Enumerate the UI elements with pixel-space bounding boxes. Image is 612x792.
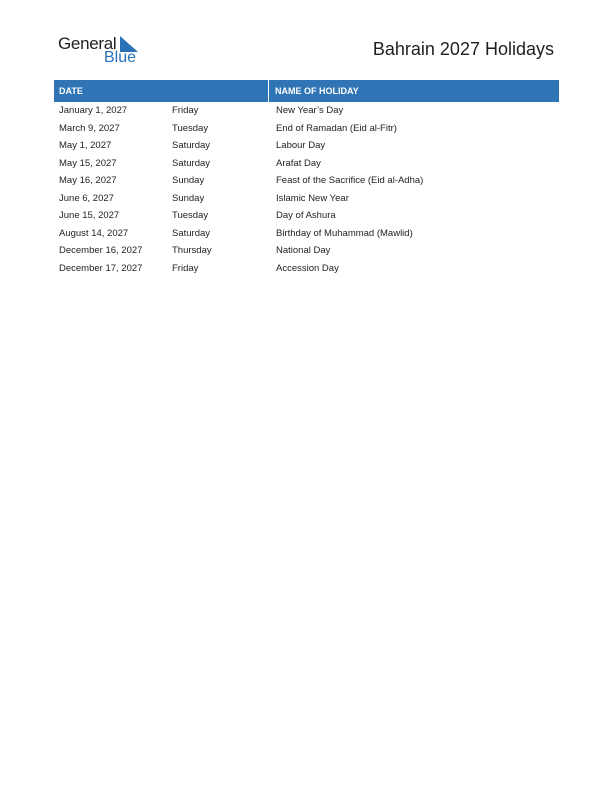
holiday-weekday: Thursday	[172, 245, 212, 256]
holiday-weekday: Sunday	[172, 192, 205, 204]
holiday-name: Feast of the Sacrifice (Eid al-Adha)	[276, 175, 424, 186]
table-row	[54, 190, 559, 208]
holiday-name: Birthday of Muhammad (Mawlid)	[276, 227, 413, 239]
holiday-weekday: Tuesday	[172, 210, 209, 221]
holiday-weekday: Friday	[172, 262, 199, 274]
logo-text-general: General	[58, 34, 117, 53]
table-row	[54, 155, 559, 173]
table-row	[54, 207, 559, 225]
holiday-weekday: Friday	[172, 105, 199, 116]
holiday-name: New Year’s Day	[276, 105, 344, 116]
logo-text-blue: Blue	[104, 49, 137, 66]
table-row	[54, 260, 559, 278]
holiday-table	[54, 80, 559, 277]
table-row	[54, 172, 559, 190]
holiday-date: January 1, 2027	[59, 105, 128, 116]
table-row	[54, 225, 559, 243]
table-row	[54, 120, 559, 138]
holiday-date: May 15, 2027	[59, 157, 117, 169]
holiday-weekday: Saturday	[172, 227, 211, 239]
holiday-name: Arafat Day	[276, 157, 321, 169]
holiday-date: May 1, 2027	[59, 140, 112, 151]
holiday-date: March 9, 2027	[59, 122, 120, 134]
table-row	[54, 137, 559, 155]
column-header-holiday-name: NAME OF HOLIDAY	[275, 86, 359, 96]
logo	[58, 34, 148, 70]
table-row	[54, 242, 559, 260]
holiday-weekday: Tuesday	[172, 122, 209, 134]
holiday-name: End of Ramadan (Eid al-Fitr)	[276, 122, 397, 134]
holiday-date: May 16, 2027	[59, 175, 117, 186]
holiday-name: Accession Day	[276, 262, 339, 274]
holiday-name: Islamic New Year	[276, 192, 349, 204]
holiday-weekday: Sunday	[172, 175, 205, 186]
column-header-date: DATE	[54, 80, 269, 102]
table-row	[54, 102, 559, 120]
holiday-date: December 17, 2027	[59, 262, 143, 274]
table-header	[54, 80, 559, 102]
holiday-date: December 16, 2027	[59, 245, 143, 256]
holiday-weekday: Saturday	[172, 140, 211, 151]
holiday-weekday: Saturday	[172, 157, 211, 169]
holiday-date: June 15, 2027	[59, 210, 120, 221]
holiday-date: June 6, 2027	[59, 192, 114, 204]
table-body	[54, 102, 559, 277]
holiday-date: August 14, 2027	[59, 227, 129, 239]
page-title: Bahrain 2027 Holidays	[372, 39, 554, 59]
holiday-name: Day of Ashura	[276, 210, 336, 221]
holiday-name: Labour Day	[276, 140, 326, 151]
holiday-name: National Day	[276, 245, 331, 256]
